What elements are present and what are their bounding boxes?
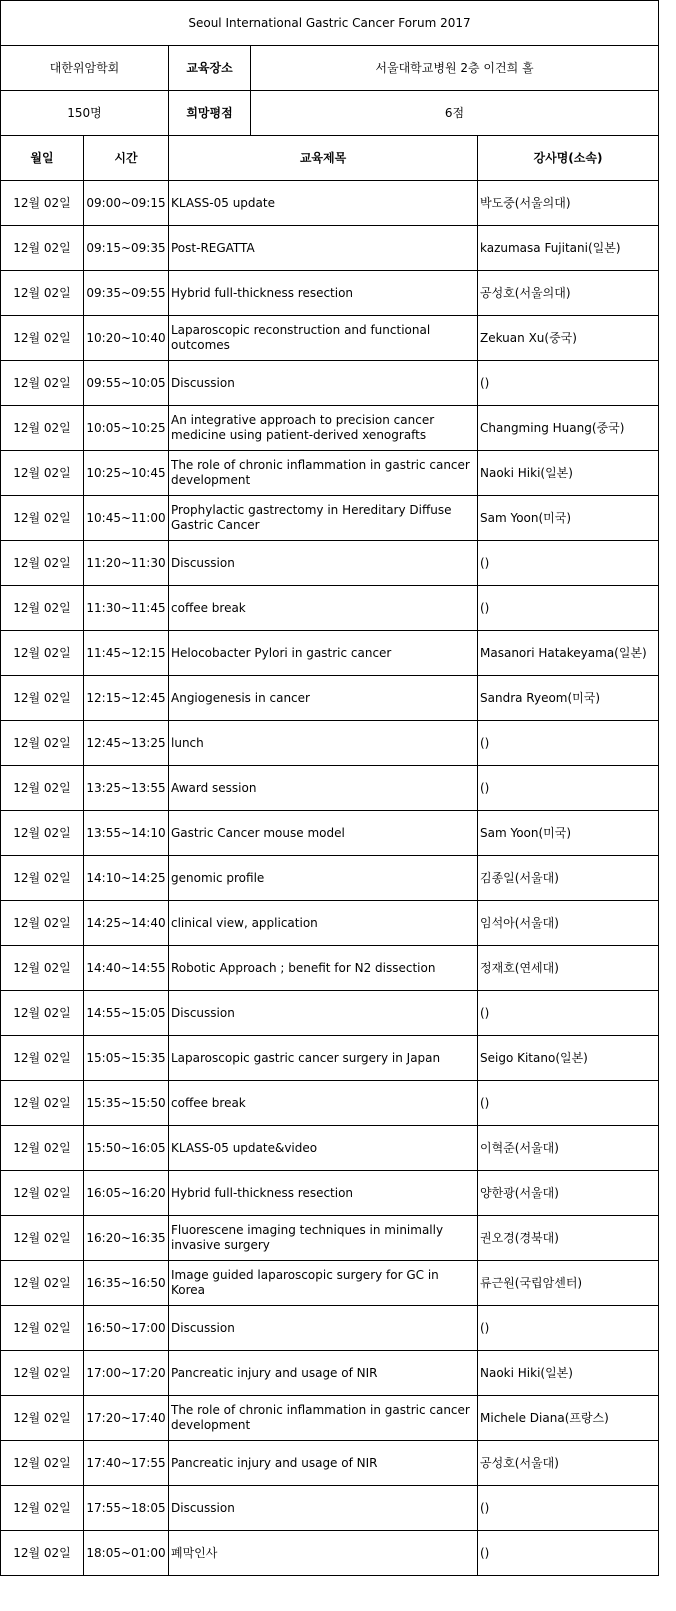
- cell-date: 12월 02일: [1, 1441, 84, 1486]
- cell-topic: Pancreatic injury and usage of NIR: [169, 1351, 478, 1396]
- location-label: 교육장소: [169, 46, 251, 91]
- cell-date: 12월 02일: [1, 1126, 84, 1171]
- cell-speaker: 류근원(국립암센터): [478, 1261, 659, 1306]
- cell-topic: Angiogenesis in cancer: [169, 676, 478, 721]
- cell-date: 12월 02일: [1, 766, 84, 811]
- capacity: 150명: [1, 91, 169, 136]
- cell-date: 12월 02일: [1, 181, 84, 226]
- cell-time: 13:55~14:10: [84, 811, 169, 856]
- cell-topic: Discussion: [169, 1486, 478, 1531]
- cell-time: 10:05~10:25: [84, 406, 169, 451]
- cell-topic: lunch: [169, 721, 478, 766]
- column-header-row: [1, 136, 659, 181]
- cell-time: 09:55~10:05: [84, 361, 169, 406]
- cell-speaker: (): [478, 1531, 659, 1576]
- cell-date: 12월 02일: [1, 721, 84, 766]
- cell-speaker: Zekuan Xu(중국): [478, 316, 659, 361]
- cell-date: 12월 02일: [1, 1306, 84, 1351]
- cell-time: 17:40~17:55: [84, 1441, 169, 1486]
- cell-date: 12월 02일: [1, 1351, 84, 1396]
- cell-time: 09:00~09:15: [84, 181, 169, 226]
- cell-speaker: 양한광(서울대): [478, 1171, 659, 1216]
- cell-speaker: 공성호(서울대): [478, 1441, 659, 1486]
- cell-date: 12월 02일: [1, 1081, 84, 1126]
- column-header-date: 월일: [1, 136, 84, 181]
- cell-date: 12월 02일: [1, 1216, 84, 1261]
- table-row: [1, 856, 659, 901]
- table-row: [1, 991, 659, 1036]
- cell-topic: Pancreatic injury and usage of NIR: [169, 1441, 478, 1486]
- table-row: [1, 316, 659, 361]
- table-row: [1, 721, 659, 766]
- cell-topic: Discussion: [169, 991, 478, 1036]
- table-row: [1, 1036, 659, 1081]
- cell-topic: Prophylactic gastrectomy in Hereditary Diffuse Gastric Cancer: [169, 496, 478, 541]
- cell-topic: KLASS-05 update: [169, 181, 478, 226]
- table-row: [1, 1351, 659, 1396]
- table-row: [1, 226, 659, 271]
- cell-time: 15:35~15:50: [84, 1081, 169, 1126]
- cell-time: 18:05~01:00: [84, 1531, 169, 1576]
- cell-date: 12월 02일: [1, 361, 84, 406]
- table-row: [1, 496, 659, 541]
- cell-time: 09:35~09:55: [84, 271, 169, 316]
- cell-speaker: (): [478, 721, 659, 766]
- table-row: [1, 1531, 659, 1576]
- cell-topic: Hybrid full-thickness resection: [169, 271, 478, 316]
- info-row-rating: [1, 91, 659, 136]
- cell-date: 12월 02일: [1, 946, 84, 991]
- cell-topic: KLASS-05 update&video: [169, 1126, 478, 1171]
- table-row: [1, 901, 659, 946]
- cell-time: 14:10~14:25: [84, 856, 169, 901]
- cell-time: 11:30~11:45: [84, 586, 169, 631]
- table-row: [1, 766, 659, 811]
- rating-label: 희망평점: [169, 91, 251, 136]
- location-value: 서울대학교병원 2층 이건희 홀: [251, 46, 659, 91]
- table-row: [1, 451, 659, 496]
- cell-speaker: Masanori Hatakeyama(일본): [478, 631, 659, 676]
- table-row: [1, 1261, 659, 1306]
- cell-topic: clinical view, application: [169, 901, 478, 946]
- cell-speaker: 권오경(경북대): [478, 1216, 659, 1261]
- cell-time: 10:25~10:45: [84, 451, 169, 496]
- table-row: [1, 1396, 659, 1441]
- cell-time: 12:15~12:45: [84, 676, 169, 721]
- cell-topic: Post-REGATTA: [169, 226, 478, 271]
- table-row: [1, 1126, 659, 1171]
- cell-speaker: (): [478, 766, 659, 811]
- cell-time: 09:15~09:35: [84, 226, 169, 271]
- cell-topic: Discussion: [169, 541, 478, 586]
- cell-date: 12월 02일: [1, 811, 84, 856]
- cell-time: 13:25~13:55: [84, 766, 169, 811]
- cell-speaker: 공성호(서울의대): [478, 271, 659, 316]
- cell-date: 12월 02일: [1, 1171, 84, 1216]
- cell-date: 12월 02일: [1, 406, 84, 451]
- cell-speaker: (): [478, 1306, 659, 1351]
- cell-topic: Discussion: [169, 1306, 478, 1351]
- cell-topic: coffee break: [169, 586, 478, 631]
- cell-topic: Robotic Approach ; benefit for N2 dissection: [169, 946, 478, 991]
- cell-date: 12월 02일: [1, 541, 84, 586]
- table-row: [1, 1081, 659, 1126]
- table-row: [1, 541, 659, 586]
- cell-date: 12월 02일: [1, 1486, 84, 1531]
- cell-speaker: Naoki Hiki(일본): [478, 451, 659, 496]
- title-row: [1, 1, 659, 46]
- cell-time: 14:55~15:05: [84, 991, 169, 1036]
- cell-topic: Laparoscopic reconstruction and functional outcomes: [169, 316, 478, 361]
- table-row: [1, 181, 659, 226]
- cell-topic: Award session: [169, 766, 478, 811]
- cell-topic: Laparoscopic gastric cancer surgery in Japan: [169, 1036, 478, 1081]
- column-header-time: 시간: [84, 136, 169, 181]
- table-row: [1, 1306, 659, 1351]
- cell-speaker: Sandra Ryeom(미국): [478, 676, 659, 721]
- cell-date: 12월 02일: [1, 1261, 84, 1306]
- table-row: [1, 1441, 659, 1486]
- info-row-location: [1, 46, 659, 91]
- cell-date: 12월 02일: [1, 586, 84, 631]
- cell-topic: Image guided laparoscopic surgery for GC in Korea: [169, 1261, 478, 1306]
- cell-topic: 폐막인사: [169, 1531, 478, 1576]
- cell-speaker: Michele Diana(프랑스): [478, 1396, 659, 1441]
- cell-date: 12월 02일: [1, 631, 84, 676]
- cell-speaker: kazumasa Fujitani(일본): [478, 226, 659, 271]
- cell-date: 12월 02일: [1, 451, 84, 496]
- cell-date: 12월 02일: [1, 1396, 84, 1441]
- cell-date: 12월 02일: [1, 316, 84, 361]
- cell-topic: The role of chronic inflammation in gastric cancer development: [169, 1396, 478, 1441]
- cell-date: 12월 02일: [1, 271, 84, 316]
- cell-topic: Fluorescene imaging techniques in minimally invasive surgery: [169, 1216, 478, 1261]
- cell-time: 11:20~11:30: [84, 541, 169, 586]
- table-row: [1, 676, 659, 721]
- cell-time: 14:25~14:40: [84, 901, 169, 946]
- cell-speaker: 정재호(연세대): [478, 946, 659, 991]
- cell-time: 16:20~16:35: [84, 1216, 169, 1261]
- cell-speaker: (): [478, 361, 659, 406]
- cell-time: 14:40~14:55: [84, 946, 169, 991]
- organizer: 대한위암학회: [1, 46, 169, 91]
- cell-topic: Helocobacter Pylori in gastric cancer: [169, 631, 478, 676]
- cell-speaker: (): [478, 541, 659, 586]
- column-header-speaker: 강사명(소속): [478, 136, 659, 181]
- cell-time: 17:00~17:20: [84, 1351, 169, 1396]
- cell-time: 16:35~16:50: [84, 1261, 169, 1306]
- cell-speaker: Sam Yoon(미국): [478, 496, 659, 541]
- cell-topic: Hybrid full-thickness resection: [169, 1171, 478, 1216]
- cell-topic: The role of chronic inflammation in gastric cancer development: [169, 451, 478, 496]
- cell-speaker: (): [478, 586, 659, 631]
- cell-speaker: 박도중(서울의대): [478, 181, 659, 226]
- cell-time: 11:45~12:15: [84, 631, 169, 676]
- cell-speaker: 이혁준(서울대): [478, 1126, 659, 1171]
- cell-time: 17:20~17:40: [84, 1396, 169, 1441]
- cell-time: 16:05~16:20: [84, 1171, 169, 1216]
- cell-topic: genomic profile: [169, 856, 478, 901]
- cell-time: 10:20~10:40: [84, 316, 169, 361]
- cell-speaker: (): [478, 1486, 659, 1531]
- cell-time: 15:50~16:05: [84, 1126, 169, 1171]
- cell-date: 12월 02일: [1, 1531, 84, 1576]
- cell-speaker: (): [478, 991, 659, 1036]
- cell-topic: Gastric Cancer mouse model: [169, 811, 478, 856]
- cell-time: 10:45~11:00: [84, 496, 169, 541]
- cell-date: 12월 02일: [1, 496, 84, 541]
- cell-topic: Discussion: [169, 361, 478, 406]
- cell-date: 12월 02일: [1, 856, 84, 901]
- table-row: [1, 1486, 659, 1531]
- cell-time: 16:50~17:00: [84, 1306, 169, 1351]
- cell-time: 12:45~13:25: [84, 721, 169, 766]
- cell-speaker: (): [478, 1081, 659, 1126]
- cell-date: 12월 02일: [1, 676, 84, 721]
- table-row: [1, 406, 659, 451]
- table-row: [1, 946, 659, 991]
- table-row: [1, 361, 659, 406]
- cell-speaker: 김종일(서울대): [478, 856, 659, 901]
- cell-date: 12월 02일: [1, 1036, 84, 1081]
- cell-date: 12월 02일: [1, 226, 84, 271]
- cell-topic: coffee break: [169, 1081, 478, 1126]
- cell-date: 12월 02일: [1, 991, 84, 1036]
- cell-speaker: Changming Huang(중국): [478, 406, 659, 451]
- cell-time: 15:05~15:35: [84, 1036, 169, 1081]
- cell-date: 12월 02일: [1, 901, 84, 946]
- table-row: [1, 1216, 659, 1261]
- table-row: [1, 811, 659, 856]
- cell-topic: An integrative approach to precision cancer medicine using patient-derived xenografts: [169, 406, 478, 451]
- cell-speaker: Seigo Kitano(일본): [478, 1036, 659, 1081]
- cell-speaker: 임석아(서울대): [478, 901, 659, 946]
- cell-speaker: Sam Yoon(미국): [478, 811, 659, 856]
- forum-title: Seoul International Gastric Cancer Forum 2017: [1, 1, 659, 46]
- table-row: [1, 586, 659, 631]
- table-row: [1, 631, 659, 676]
- table-row: [1, 1171, 659, 1216]
- rating-value: 6점: [251, 91, 659, 136]
- cell-speaker: Naoki Hiki(일본): [478, 1351, 659, 1396]
- cell-time: 17:55~18:05: [84, 1486, 169, 1531]
- table-row: [1, 271, 659, 316]
- column-header-topic: 교육제목: [169, 136, 478, 181]
- schedule-table-body: [1, 1, 659, 1576]
